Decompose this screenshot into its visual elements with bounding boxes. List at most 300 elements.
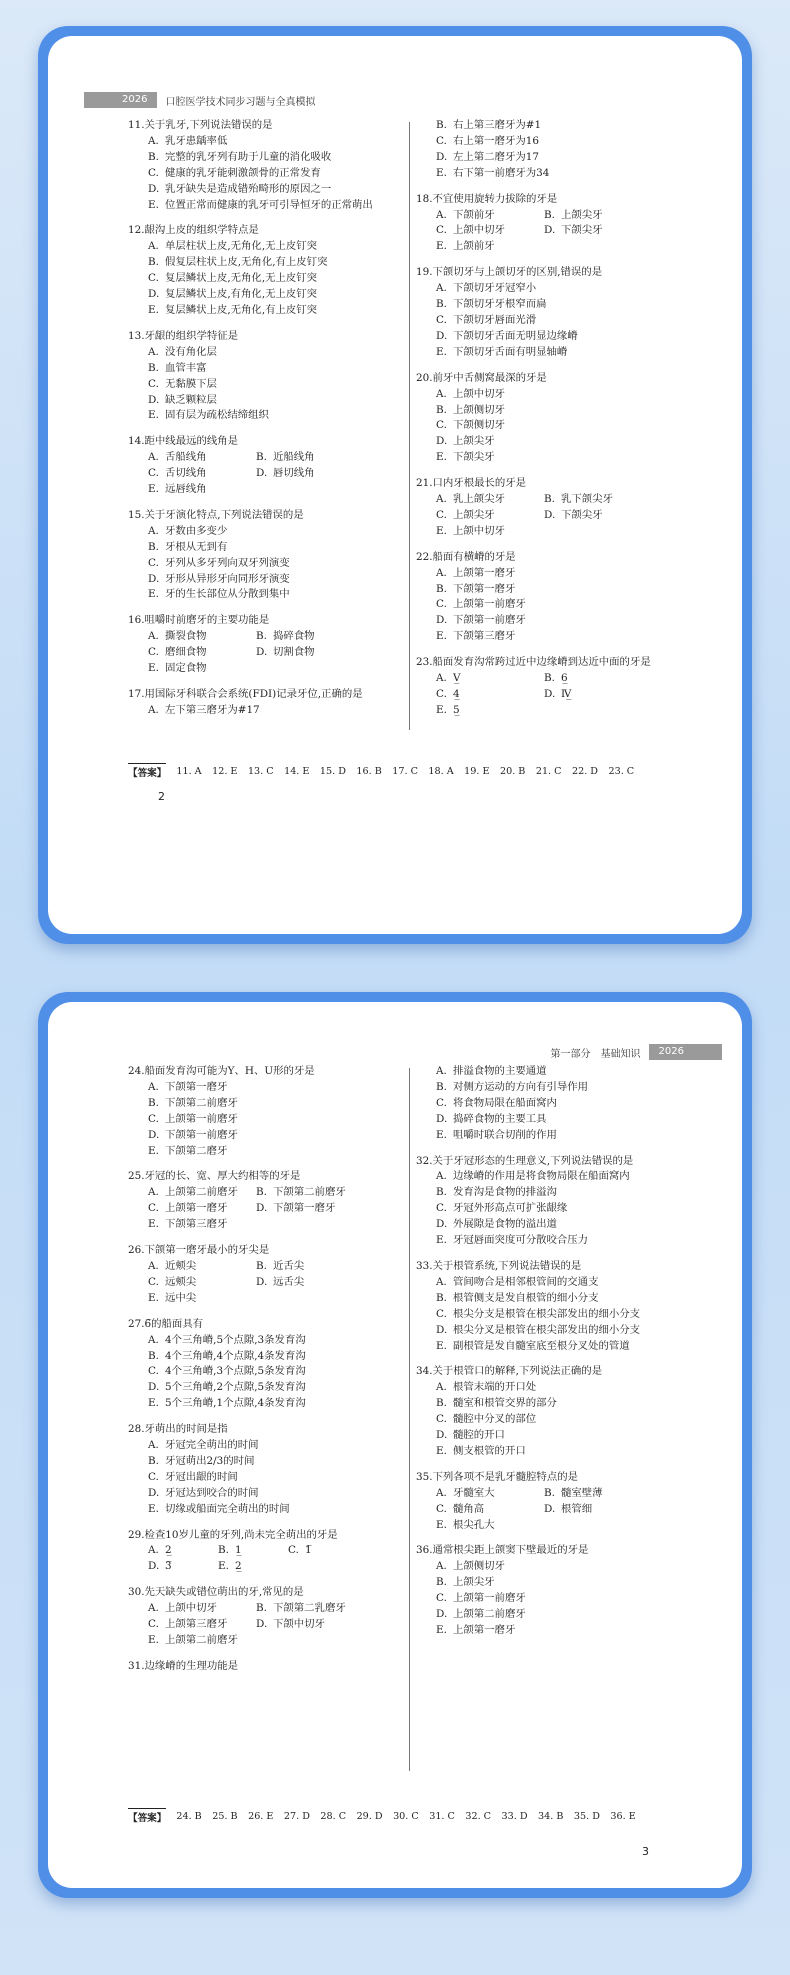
option-item bbox=[416, 1607, 690, 1623]
question-text: 边缘嵴的生理功能是 bbox=[144, 1659, 239, 1672]
answer-label: 【答案】 bbox=[128, 763, 166, 779]
option-letter: C. bbox=[148, 166, 159, 179]
question-stem bbox=[416, 1364, 690, 1380]
question-number: 20. bbox=[416, 371, 433, 384]
question-item bbox=[416, 1543, 690, 1638]
option-item bbox=[416, 313, 690, 329]
option-letter: E. bbox=[148, 483, 159, 496]
option-text: 下颌第二前磨牙 bbox=[273, 1186, 346, 1199]
option-letter: A. bbox=[148, 1259, 159, 1272]
option-text: 1̅ bbox=[305, 1544, 312, 1557]
option-item bbox=[148, 1259, 256, 1275]
option-text: 4个三角嵴,3个点隙,5条发育沟 bbox=[165, 1365, 306, 1378]
option-grid bbox=[416, 492, 690, 540]
option-item bbox=[256, 645, 364, 661]
answer-entry: 15. D bbox=[319, 765, 346, 777]
option-item bbox=[148, 1601, 256, 1617]
option-item bbox=[148, 1291, 256, 1307]
option-letter: B. bbox=[436, 119, 447, 131]
option-grid bbox=[128, 1259, 401, 1307]
option-text: 边缘嵴的作用是将食物局限在船面窝内 bbox=[453, 1170, 630, 1183]
option-item bbox=[544, 508, 652, 524]
option-letter: D. bbox=[256, 646, 268, 659]
option-text: 左上第二磨牙为17 bbox=[453, 150, 539, 163]
question-stem bbox=[128, 1422, 401, 1438]
option-text: 上颌尖牙 bbox=[453, 435, 495, 448]
option-grid bbox=[416, 208, 690, 256]
option-text: 下颌第二乳磨牙 bbox=[273, 1602, 346, 1615]
answer-entry: 36. E bbox=[610, 1810, 636, 1822]
option-text: 4个三角嵴,5个点隙,3条发育沟 bbox=[165, 1333, 306, 1346]
option-text: 上颌第二前磨牙 bbox=[165, 1186, 238, 1199]
option-letter: D. bbox=[436, 614, 448, 627]
option-item bbox=[148, 1559, 218, 1575]
question-stem bbox=[128, 1317, 401, 1333]
option-text: 右上第一磨牙为16 bbox=[453, 134, 539, 147]
question-item bbox=[128, 687, 401, 719]
option-item bbox=[128, 1364, 401, 1380]
question-stem bbox=[416, 192, 690, 208]
question-number: 30. bbox=[128, 1586, 145, 1599]
question-text: 牙萌出的时间是指 bbox=[144, 1423, 228, 1436]
option-text: 副根管是发自髓室底至根分叉处的管道 bbox=[453, 1339, 630, 1352]
option-letter: E. bbox=[436, 524, 447, 537]
year-badge: 2026 bbox=[649, 1044, 722, 1060]
option-item bbox=[256, 1185, 376, 1201]
option-item bbox=[436, 524, 544, 540]
option-letter: A. bbox=[148, 240, 159, 253]
option-letter: D. bbox=[544, 224, 556, 237]
question-number: 34. bbox=[416, 1365, 433, 1378]
option-text: 下颌第一前磨牙 bbox=[453, 614, 526, 627]
option-letter: A. bbox=[436, 208, 447, 221]
question-stem bbox=[128, 1169, 401, 1185]
option-letter: E. bbox=[148, 662, 159, 675]
option-item bbox=[148, 629, 256, 645]
option-text: 根尖孔大 bbox=[453, 1518, 495, 1531]
option-item bbox=[256, 1201, 376, 1217]
option-item bbox=[416, 1339, 690, 1355]
option-letter: A. bbox=[148, 1602, 159, 1615]
question-text: 牙冠的长、宽、厚大约相等的牙是 bbox=[144, 1170, 301, 1183]
question-text: 先天缺失或错位萌出的牙,常见的是 bbox=[144, 1586, 304, 1599]
option-item bbox=[128, 150, 401, 166]
option-text: 下颌尖牙 bbox=[561, 508, 603, 521]
option-item bbox=[148, 1617, 256, 1633]
question-text: 下颌第一磨牙最小的牙尖是 bbox=[144, 1244, 270, 1257]
option-item bbox=[544, 687, 652, 703]
option-letter: D. bbox=[148, 1560, 160, 1573]
option-letter: B. bbox=[256, 451, 267, 464]
question-item bbox=[416, 1154, 690, 1249]
option-text: 4̲ bbox=[453, 688, 460, 700]
option-item bbox=[148, 1633, 256, 1649]
year-badge: 2026 bbox=[84, 92, 157, 108]
option-letter: A. bbox=[436, 387, 447, 400]
option-text: 牙冠萌出2/3的时间 bbox=[165, 1454, 255, 1467]
option-letter: C. bbox=[148, 556, 159, 569]
option-text: 下颌切牙舌面有明显轴嵴 bbox=[453, 345, 568, 358]
question-number: 35. bbox=[416, 1470, 433, 1483]
option-text: 捣碎食物 bbox=[273, 630, 315, 643]
option-letter: D. bbox=[256, 1202, 268, 1215]
option-item bbox=[128, 1349, 401, 1365]
question-item bbox=[128, 508, 401, 603]
option-letter: A. bbox=[148, 1333, 159, 1346]
question-item bbox=[416, 1470, 690, 1534]
option-text: 牙冠完全萌出的时间 bbox=[165, 1439, 259, 1452]
answer-entry: 22. D bbox=[572, 765, 598, 777]
answer-entry: 11. A bbox=[176, 765, 202, 777]
option-letter: C. bbox=[148, 1275, 159, 1288]
option-letter: B. bbox=[256, 1186, 267, 1199]
option-letter: A. bbox=[436, 566, 447, 579]
option-letter: D. bbox=[436, 1323, 448, 1336]
option-letter: E. bbox=[148, 1634, 159, 1646]
answer-label: 【答案】 bbox=[128, 1808, 166, 1824]
option-text: V̲ bbox=[453, 672, 461, 685]
option-letter: D. bbox=[436, 329, 448, 342]
question-text: 距中线最远的线角是 bbox=[144, 435, 239, 448]
option-item bbox=[436, 492, 544, 508]
option-letter: B. bbox=[148, 361, 159, 374]
option-letter: E. bbox=[148, 1291, 159, 1304]
option-item bbox=[128, 1470, 401, 1486]
option-item bbox=[544, 1486, 652, 1502]
option-letter: A. bbox=[436, 1381, 447, 1394]
option-item bbox=[416, 1428, 690, 1444]
option-text: 单层柱状上皮,无角化,无上皮钉突 bbox=[165, 240, 318, 253]
option-text: 2̲ bbox=[165, 1544, 172, 1557]
option-text: 右上第三磨牙为#1 bbox=[453, 119, 542, 131]
option-text: 咀嚼时联合切削的作用 bbox=[453, 1128, 557, 1141]
question-stem bbox=[128, 118, 401, 134]
option-item bbox=[416, 329, 690, 345]
option-letter: D. bbox=[148, 572, 160, 585]
option-item bbox=[218, 1543, 288, 1559]
option-text: 没有角化层 bbox=[165, 345, 217, 358]
option-letter: C. bbox=[436, 419, 447, 432]
option-item bbox=[416, 566, 690, 582]
option-letter: B. bbox=[544, 208, 555, 221]
option-letter: B. bbox=[544, 672, 555, 685]
question-stem bbox=[128, 1243, 401, 1259]
option-text: 髓室和根管交界的部分 bbox=[453, 1397, 557, 1410]
option-item bbox=[416, 597, 690, 613]
option-text: 切割食物 bbox=[273, 646, 315, 659]
question-stem bbox=[416, 550, 690, 566]
question-item bbox=[128, 1528, 401, 1576]
question-stem bbox=[416, 655, 690, 671]
option-letter: B. bbox=[436, 1186, 447, 1199]
question-stem bbox=[416, 265, 690, 281]
option-text: 下颌切牙牙冠窄小 bbox=[453, 282, 537, 295]
option-grid bbox=[128, 629, 401, 677]
option-letter: E. bbox=[148, 1397, 159, 1410]
answer-entry: 25. B bbox=[212, 1810, 238, 1822]
question-number: 13. bbox=[128, 329, 145, 342]
answer-entry: 29. D bbox=[356, 1810, 383, 1822]
question-stem bbox=[416, 476, 690, 492]
option-letter: D. bbox=[148, 1486, 160, 1499]
option-item bbox=[148, 1201, 256, 1217]
question-number: 27. bbox=[128, 1317, 145, 1330]
option-letter: A. bbox=[148, 134, 159, 147]
option-text: 下颌第一前磨牙 bbox=[165, 1128, 238, 1141]
option-letter: C. bbox=[148, 1365, 159, 1378]
option-item bbox=[128, 134, 401, 150]
option-item bbox=[128, 1396, 401, 1412]
option-item bbox=[436, 671, 544, 687]
option-letter: B. bbox=[148, 540, 159, 553]
option-letter: C. bbox=[288, 1544, 299, 1557]
option-letter: D. bbox=[436, 1429, 448, 1442]
option-text: 远中尖 bbox=[165, 1291, 197, 1304]
question-stem bbox=[128, 1528, 401, 1544]
option-item bbox=[416, 1233, 690, 1249]
answer-key bbox=[128, 763, 645, 779]
question-number: 24. bbox=[128, 1065, 145, 1077]
option-item bbox=[256, 629, 364, 645]
option-letter: E. bbox=[436, 240, 447, 253]
question-item bbox=[416, 265, 690, 360]
option-letter: B. bbox=[436, 1291, 447, 1304]
answer-entry: 13. C bbox=[247, 765, 274, 777]
option-letter: B. bbox=[436, 582, 447, 595]
option-text: 下颌第一磨牙 bbox=[273, 1202, 336, 1215]
option-letter: E. bbox=[436, 1234, 447, 1247]
option-item bbox=[218, 1559, 288, 1575]
answer-entry: 18. A bbox=[428, 765, 454, 777]
option-item bbox=[436, 703, 544, 719]
question-item bbox=[416, 1259, 690, 1354]
option-item bbox=[416, 1064, 690, 1080]
option-letter: E. bbox=[218, 1560, 229, 1573]
option-item bbox=[416, 1396, 690, 1412]
question-stem bbox=[128, 1064, 401, 1080]
option-item bbox=[416, 1169, 690, 1185]
question-stem bbox=[128, 1585, 401, 1601]
option-text: 牙冠唇面突度可分散咬合压力 bbox=[453, 1234, 589, 1247]
option-text: 上颌第一磨牙 bbox=[453, 1624, 516, 1636]
option-text: 牙数由多变少 bbox=[165, 524, 228, 537]
option-item bbox=[416, 1275, 690, 1291]
option-text: 根尖分支是根管在根尖部发出的细小分支 bbox=[453, 1307, 641, 1320]
option-letter: C. bbox=[436, 134, 447, 147]
option-text: 牙冠达到咬合的时间 bbox=[165, 1486, 259, 1499]
option-item bbox=[128, 1096, 401, 1112]
question-item bbox=[128, 118, 401, 213]
question-text: 下颌切牙与上颌切牙的区别,错误的是 bbox=[432, 266, 603, 279]
option-item bbox=[544, 208, 652, 224]
question-text: 船面发育沟常跨过近中边缘嵴到达近中面的牙是 bbox=[432, 656, 651, 669]
option-text: 牙冠出龈的时间 bbox=[165, 1470, 238, 1483]
question-number: 16. bbox=[128, 614, 145, 627]
option-text: 乳牙患龋率低 bbox=[165, 134, 228, 147]
option-text: 乳上颌尖牙 bbox=[453, 493, 505, 506]
option-letter: E. bbox=[148, 1218, 159, 1231]
option-item bbox=[128, 1438, 401, 1454]
option-text: 上颌尖牙 bbox=[561, 208, 603, 221]
option-letter: C. bbox=[436, 598, 447, 611]
option-text: 上颌第三磨牙 bbox=[165, 1618, 228, 1631]
question-item bbox=[128, 1064, 401, 1159]
answer-entry: 21. C bbox=[535, 765, 562, 777]
option-text: 上颌中切牙 bbox=[453, 524, 505, 537]
option-letter: E. bbox=[436, 1444, 447, 1457]
option-letter: C. bbox=[436, 1307, 447, 1320]
question-item bbox=[128, 1659, 401, 1675]
answer-entry: 17. C bbox=[392, 765, 418, 777]
question-number: 25. bbox=[128, 1170, 145, 1183]
option-text: 4个三角嵴,4个点隙,4条发育沟 bbox=[165, 1349, 306, 1362]
option-letter: E. bbox=[436, 345, 447, 358]
question-number: 22. bbox=[416, 550, 433, 563]
option-item bbox=[416, 582, 690, 598]
option-letter: C. bbox=[148, 1470, 159, 1483]
option-letter: B. bbox=[256, 630, 267, 643]
left-column bbox=[128, 118, 401, 729]
option-text: 5̲ bbox=[453, 703, 460, 716]
option-item bbox=[416, 1291, 690, 1307]
option-text: 近船线角 bbox=[273, 451, 315, 464]
answer-entry: 28. C bbox=[320, 1810, 347, 1822]
option-item bbox=[436, 208, 544, 224]
option-text: 根管侧支是发自根管的细小分支 bbox=[453, 1291, 599, 1304]
option-item bbox=[128, 166, 401, 182]
option-item bbox=[288, 1543, 358, 1559]
option-letter: E. bbox=[436, 166, 447, 179]
option-text: 下颌尖牙 bbox=[561, 224, 603, 237]
option-text: 侧支根管的开口 bbox=[453, 1444, 526, 1457]
option-letter: E. bbox=[436, 451, 447, 464]
question-item bbox=[128, 1422, 401, 1517]
answer-entry: 23. C bbox=[608, 765, 635, 777]
option-item bbox=[128, 198, 401, 214]
option-item bbox=[256, 450, 364, 466]
question-number: 32. bbox=[416, 1154, 433, 1167]
question-stem bbox=[416, 1259, 690, 1275]
option-item bbox=[128, 1502, 401, 1518]
option-text: 上颌侧切牙 bbox=[453, 403, 505, 416]
option-item bbox=[148, 645, 256, 661]
option-text: 髓腔的开口 bbox=[453, 1429, 505, 1442]
option-item bbox=[128, 572, 401, 588]
question-item bbox=[128, 1585, 401, 1649]
option-text: 髓室壁薄 bbox=[561, 1486, 603, 1499]
option-text: 下颌中切牙 bbox=[273, 1618, 325, 1631]
question-item bbox=[416, 550, 690, 645]
question-text: 检查10岁儿童的牙列,尚未完全萌出的牙是 bbox=[144, 1528, 338, 1541]
option-text: 上颌中切牙 bbox=[453, 387, 505, 400]
page-frame-1 bbox=[38, 26, 752, 944]
option-item bbox=[128, 345, 401, 361]
option-letter: C. bbox=[436, 1202, 447, 1215]
option-item bbox=[436, 508, 544, 524]
option-item bbox=[416, 1575, 690, 1591]
option-text: 近舌尖 bbox=[273, 1259, 305, 1272]
option-text: 上颌中切牙 bbox=[453, 224, 505, 237]
option-letter: E. bbox=[436, 1518, 447, 1531]
option-letter: A. bbox=[148, 451, 159, 464]
option-item bbox=[416, 1096, 690, 1112]
option-text: 外展隙是食物的溢出道 bbox=[453, 1218, 557, 1231]
option-letter: D. bbox=[544, 688, 556, 700]
option-letter: E. bbox=[436, 1339, 447, 1352]
option-text: 牙根从无到有 bbox=[165, 540, 228, 553]
option-text: 近颊尖 bbox=[165, 1259, 197, 1272]
option-text: 乳牙缺失是造成错殆畸形的原因之一 bbox=[165, 182, 332, 195]
option-text: 舌切线角 bbox=[165, 467, 207, 480]
answer-entry: 31. C bbox=[429, 1810, 455, 1822]
option-text: 复层鳞状上皮,有角化,无上皮钉突 bbox=[165, 288, 318, 301]
option-item bbox=[416, 1185, 690, 1201]
option-letter: E. bbox=[148, 1502, 159, 1515]
question-item bbox=[128, 613, 401, 677]
answer-key bbox=[128, 1808, 646, 1824]
option-item bbox=[256, 1275, 364, 1291]
option-text: 牙的生长部位从分散到集中 bbox=[165, 588, 290, 601]
option-item bbox=[416, 134, 690, 150]
question-text: 船面有横嵴的牙是 bbox=[432, 550, 516, 563]
option-letter: B. bbox=[544, 1486, 555, 1499]
option-letter: A. bbox=[148, 1439, 159, 1452]
option-item bbox=[416, 403, 690, 419]
option-text: 下颌前牙 bbox=[453, 208, 495, 221]
option-item bbox=[128, 1486, 401, 1502]
option-letter: C. bbox=[148, 646, 159, 659]
option-letter: E. bbox=[436, 630, 447, 643]
question-number: 19. bbox=[416, 266, 433, 279]
option-item bbox=[256, 1617, 376, 1633]
option-text: 下颌第三磨牙 bbox=[165, 1218, 228, 1231]
question-number: 33. bbox=[416, 1259, 433, 1272]
option-item bbox=[128, 1333, 401, 1349]
option-item bbox=[148, 661, 256, 677]
option-letter: B. bbox=[544, 493, 555, 506]
option-letter: E. bbox=[436, 1624, 447, 1636]
question-item bbox=[128, 329, 401, 424]
option-letter: B. bbox=[148, 256, 159, 269]
answer-entry: 26. E bbox=[248, 1810, 274, 1822]
book-page-3 bbox=[48, 1002, 742, 1888]
option-text: 下颌第一磨牙 bbox=[453, 582, 516, 595]
page-number: 3 bbox=[642, 1845, 649, 1858]
option-item bbox=[128, 303, 401, 319]
option-letter: E. bbox=[148, 409, 159, 422]
page-frame-2 bbox=[38, 992, 752, 1898]
option-letter: E. bbox=[148, 1144, 159, 1157]
option-letter: C. bbox=[148, 377, 159, 390]
question-text: 6̅的船面具有 bbox=[144, 1317, 204, 1330]
option-text: 固定食物 bbox=[165, 662, 207, 675]
option-text: 下颌第二前磨牙 bbox=[165, 1096, 238, 1109]
question-item bbox=[416, 476, 690, 540]
option-text: 乳下颌尖牙 bbox=[561, 493, 613, 506]
question-stem bbox=[128, 687, 401, 703]
option-letter: D. bbox=[148, 182, 160, 195]
option-letter: A. bbox=[436, 1170, 447, 1183]
question-number: 29. bbox=[128, 1528, 145, 1541]
option-text: 5个三角嵴,1个点隙,4条发育沟 bbox=[165, 1397, 306, 1410]
option-letter: C. bbox=[436, 1413, 447, 1426]
option-text: 缺乏颗粒层 bbox=[165, 393, 217, 406]
question-number: 17. bbox=[128, 688, 145, 700]
option-letter: C. bbox=[148, 1618, 159, 1631]
option-item bbox=[416, 166, 690, 182]
question-stem bbox=[128, 434, 401, 450]
option-item bbox=[544, 223, 652, 239]
